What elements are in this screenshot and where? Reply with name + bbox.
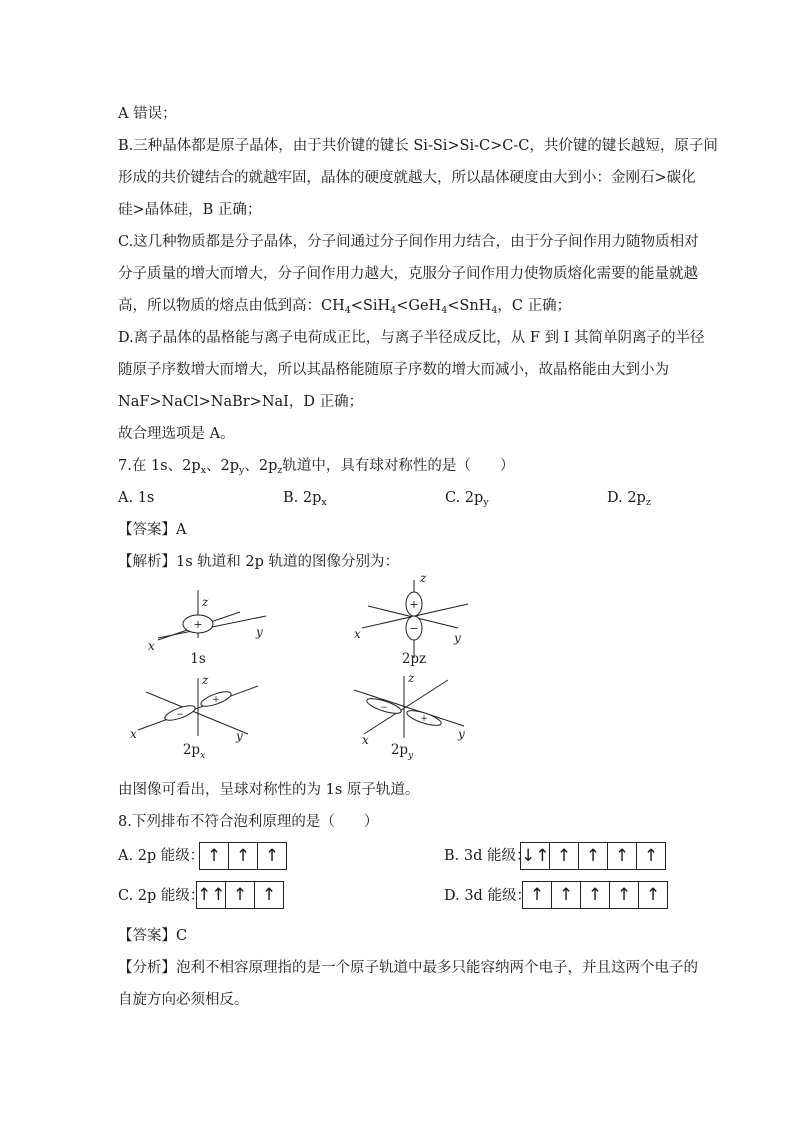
q8-answer: 【答案】C [118,928,188,944]
text-line: A 错误； [118,106,177,122]
text-line: 硅>晶体硅，B 正确； [118,202,262,218]
sign-plus: + [409,598,419,611]
orbital-box: ↑ [608,843,637,869]
sign-plus: + [420,714,428,724]
q8-option-d-label: D. 3d 能级： [444,888,531,904]
text-line: 随原子序数增大而增大，所以其晶格能随原子序数的增大而减小，故晶格能由大到小为 [118,362,669,378]
q8-option-b-label: B. 3d 能级： [444,848,531,864]
caption-1s: 1s [190,651,206,667]
orbital-box: ↑ [643,846,659,866]
question-8-stem: 8.下列排布不符合泡利原理的是（ ） [118,814,379,830]
label-y: y [256,625,263,639]
orbital-box: ↑ [581,882,610,908]
label-x: x [130,727,137,741]
text-line: C.这几种物质都是分子晶体，分子间通过分子间作用力结合，由于分子间作用力随物质相对 [118,234,699,250]
label-z: z [420,571,427,585]
label-x: x [362,733,369,747]
q8-option-a-label: A. 2p 能级： [118,848,205,864]
q8-option-b-boxes [520,842,666,870]
caption-2px: $2p_x$ [182,742,206,761]
q7-conclusion: 由图像可看出，呈球对称性的为 1s 原子轨道。 [118,782,420,798]
text-line: 故合理选项是 A。 [118,426,235,442]
label-z: z [408,671,415,685]
orbital-box: ↑ [226,882,255,908]
orbital-box: ↑ [552,882,581,908]
q8-option-c-label: C. 2p 能级： [118,888,205,904]
label-x: x [148,639,155,653]
axis-y [146,692,248,734]
label-y: y [236,729,243,743]
sign-plus: + [193,618,203,631]
text-line: 形成的共价键结合的就越牢固，晶体的硬度就越大，所以晶体硬度由大到小：金刚石>碳化 [118,170,696,186]
question-7-stem: 7.在 1s、$2p_x$、$2p_y$、$2p_z$轨道中，具有球对称性的是（ ） [118,458,515,476]
label-z: z [202,595,209,609]
label-y: y [458,727,465,741]
sign-plus: + [212,695,220,705]
q7-option-d: D. $2p_z$ [607,490,651,508]
text-line: B.三种晶体都是原子晶体，由于共价键的键长 Si-Si>Si-C>C-C，共价键的键长越短，原子间 [118,138,718,154]
text-line: 高，所以物质的熔点由低到高：$CH_4<SiH_4<GeH_4<SnH_4$，C 正确； [118,298,572,316]
q7-option-c: C. $2p_y$ [445,490,489,508]
orbital-box: ↑ [264,846,280,866]
orbital-box: ↑ [645,885,661,905]
caption-2pz: 2pz [401,651,427,667]
label-x: x [354,627,361,641]
orbital-box: ↑↑ [197,882,226,908]
q8-option-a-boxes [199,842,287,870]
q8-option-c-boxes [196,881,284,909]
orbital-figure [118,568,518,768]
text-line: NaF>NaCl>NaBr>NaI，D 正确； [118,394,364,410]
orbital-box: ↑ [229,843,258,869]
sign-minus: − [380,703,388,713]
caption-2py: $2p_y$ [390,742,414,761]
q8-analysis: 【分析】泡利不相容原理指的是一个原子轨道中最多只能容纳两个电子，并且这两个电子的 [118,960,698,976]
sign-minus: − [176,710,184,720]
orbital-box: ↑ [200,843,229,869]
label-z: z [202,673,209,687]
q7-answer: 【答案】A [118,522,187,538]
q8-option-d-boxes [522,881,668,909]
q7-option-a: A. 1s [118,490,155,506]
orbital-box: ↑ [261,885,277,905]
orbital-box: ↑ [523,882,552,908]
axis-y [354,690,464,726]
orbital-box: ↓↑ [521,843,550,869]
text-line: D.离子晶体的晶格能与离子电荷成正比，与离子半径成反比，从 F 到 I 其简单阴离子的半径 [118,330,705,346]
orbital-box: ↑ [550,843,579,869]
q7-option-b: B. $2p_x$ [283,490,327,508]
orbital-box: ↑ [610,882,639,908]
sign-minus: − [409,622,419,635]
label-y: y [454,631,461,645]
text-line: 分子质量的增大而增大，分子间作用力越大，克服分子间作用力使物质熔化需要的能量就越 [118,266,698,282]
orbital-box: ↑ [579,843,608,869]
q8-analysis: 自旋方向必须相反。 [118,992,249,1008]
q7-analysis: 【解析】1s 轨道和 2p 轨道的图像分别为： [118,554,399,570]
